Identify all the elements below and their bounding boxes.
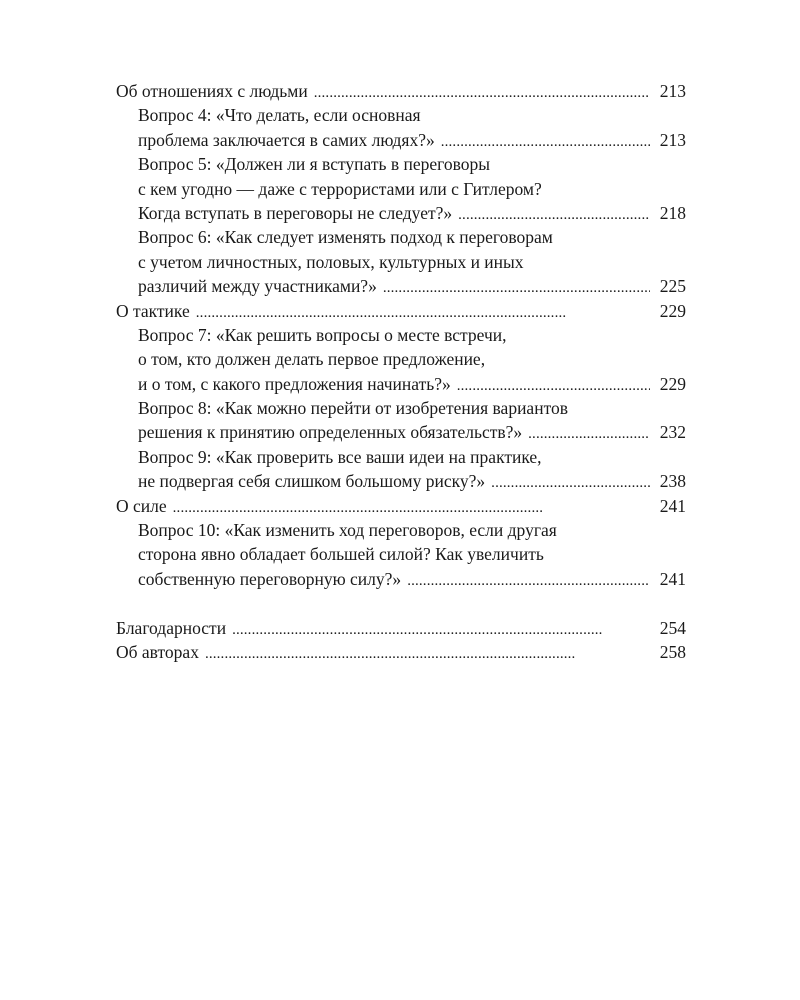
toc-page-number: 229 — [659, 300, 686, 321]
toc-entry-text: О тактике — [116, 300, 190, 321]
toc-entry-text: Вопрос 4: «Что делать, если основная — [138, 105, 421, 126]
toc-line — [116, 299, 686, 323]
toc-line — [116, 640, 686, 664]
toc-entry-text: Вопрос 9: «Как проверить все ваши идеи на практике, — [138, 446, 542, 467]
toc-page-number: 218 — [659, 202, 686, 223]
dot-leader — [458, 203, 650, 227]
toc-line — [116, 542, 686, 566]
table-of-contents — [116, 79, 686, 664]
toc-question-entry — [116, 445, 686, 494]
toc-page-number: 241 — [659, 568, 686, 589]
toc-entry-text: О силе — [116, 495, 167, 516]
toc-page-number: 232 — [659, 422, 686, 443]
toc-line — [116, 469, 686, 493]
toc-entry-text: проблема заключается в самих людях?» — [138, 129, 435, 150]
toc-entry-text: Когда вступать в переговоры не следует?» — [138, 202, 453, 223]
toc-page-number: 229 — [659, 373, 686, 394]
toc-entry-text: не подвергая себя слишком большому риску?» — [138, 471, 486, 492]
toc-page-number: 258 — [659, 641, 686, 662]
toc-line — [116, 250, 686, 274]
toc-line — [116, 396, 686, 420]
toc-line — [116, 128, 686, 152]
dot-leader — [383, 276, 650, 300]
dot-leader — [528, 422, 650, 446]
toc-line — [116, 567, 686, 591]
toc-entry-text: Благодарности — [116, 617, 227, 638]
toc-entry-text: Вопрос 7: «Как решить вопросы о месте встречи, — [138, 324, 507, 345]
toc-entry-text: Об авторах — [116, 641, 199, 662]
dot-leader — [457, 374, 650, 398]
toc-question-entry — [116, 103, 686, 152]
toc-line — [116, 152, 686, 176]
dot-leader — [205, 642, 650, 666]
toc-entry-text: с учетом личностных, половых, культурных и иных — [138, 251, 524, 272]
toc-question-entry — [116, 152, 686, 225]
toc-entry-text: решения к принятию определенных обязательств?» — [138, 422, 523, 443]
dot-leader — [173, 496, 650, 520]
toc-page-number: 213 — [659, 129, 686, 150]
dot-leader — [407, 569, 650, 593]
toc-line — [116, 79, 686, 103]
toc-section-entry — [116, 79, 686, 103]
toc-entry-text: собственную переговорную силу?» — [138, 568, 402, 589]
toc-section-entry — [116, 640, 686, 664]
toc-entry-text: Вопрос 8: «Как можно перейти от изобретения вариантов — [138, 398, 568, 419]
dot-leader — [441, 130, 650, 154]
toc-page-number: 225 — [659, 276, 686, 297]
toc-entry-text: Вопрос 10: «Как изменить ход переговоров, если другая — [138, 520, 557, 541]
toc-entry-text: о том, кто должен делать первое предложение, — [138, 349, 486, 370]
toc-entry-text: и о том, с какого предложения начинать?» — [138, 373, 451, 394]
toc-question-entry — [116, 518, 686, 591]
toc-section-entry — [116, 616, 686, 640]
toc-line — [116, 347, 686, 371]
dot-leader — [232, 618, 650, 642]
toc-entry-text: различий между участниками?» — [138, 276, 377, 297]
toc-question-entry — [116, 323, 686, 396]
toc-line — [116, 274, 686, 298]
toc-line — [116, 616, 686, 640]
toc-question-entry — [116, 225, 686, 298]
dot-leader — [196, 301, 650, 325]
toc-page-number: 213 — [659, 81, 686, 101]
toc-section-entry — [116, 299, 686, 323]
toc-entry-text: Вопрос 6: «Как следует изменять подход к переговорам — [138, 227, 553, 248]
toc-entry-text: Об отношениях с людьми — [116, 81, 308, 101]
toc-line — [116, 201, 686, 225]
toc-line — [116, 518, 686, 542]
toc-page-number: 254 — [659, 617, 686, 638]
toc-line — [116, 103, 686, 127]
toc-line — [116, 494, 686, 518]
toc-question-entry — [116, 396, 686, 445]
toc-page-number: 238 — [659, 471, 686, 492]
toc-line — [116, 177, 686, 201]
toc-entry-text: с кем угодно — даже с террористами или с Гитлером? — [138, 178, 542, 199]
toc-entry-text: Вопрос 5: «Должен ли я вступать в переговоры — [138, 154, 491, 175]
toc-line — [116, 445, 686, 469]
toc-line — [116, 225, 686, 249]
dot-leader — [314, 81, 650, 105]
toc-entry-text: сторона явно обладает большей силой? Как увеличить — [138, 544, 544, 565]
toc-line — [116, 420, 686, 444]
toc-line — [116, 372, 686, 396]
toc-page-number: 241 — [659, 495, 686, 516]
toc-line — [116, 323, 686, 347]
dot-leader — [491, 471, 650, 495]
toc-section-entry — [116, 494, 686, 518]
